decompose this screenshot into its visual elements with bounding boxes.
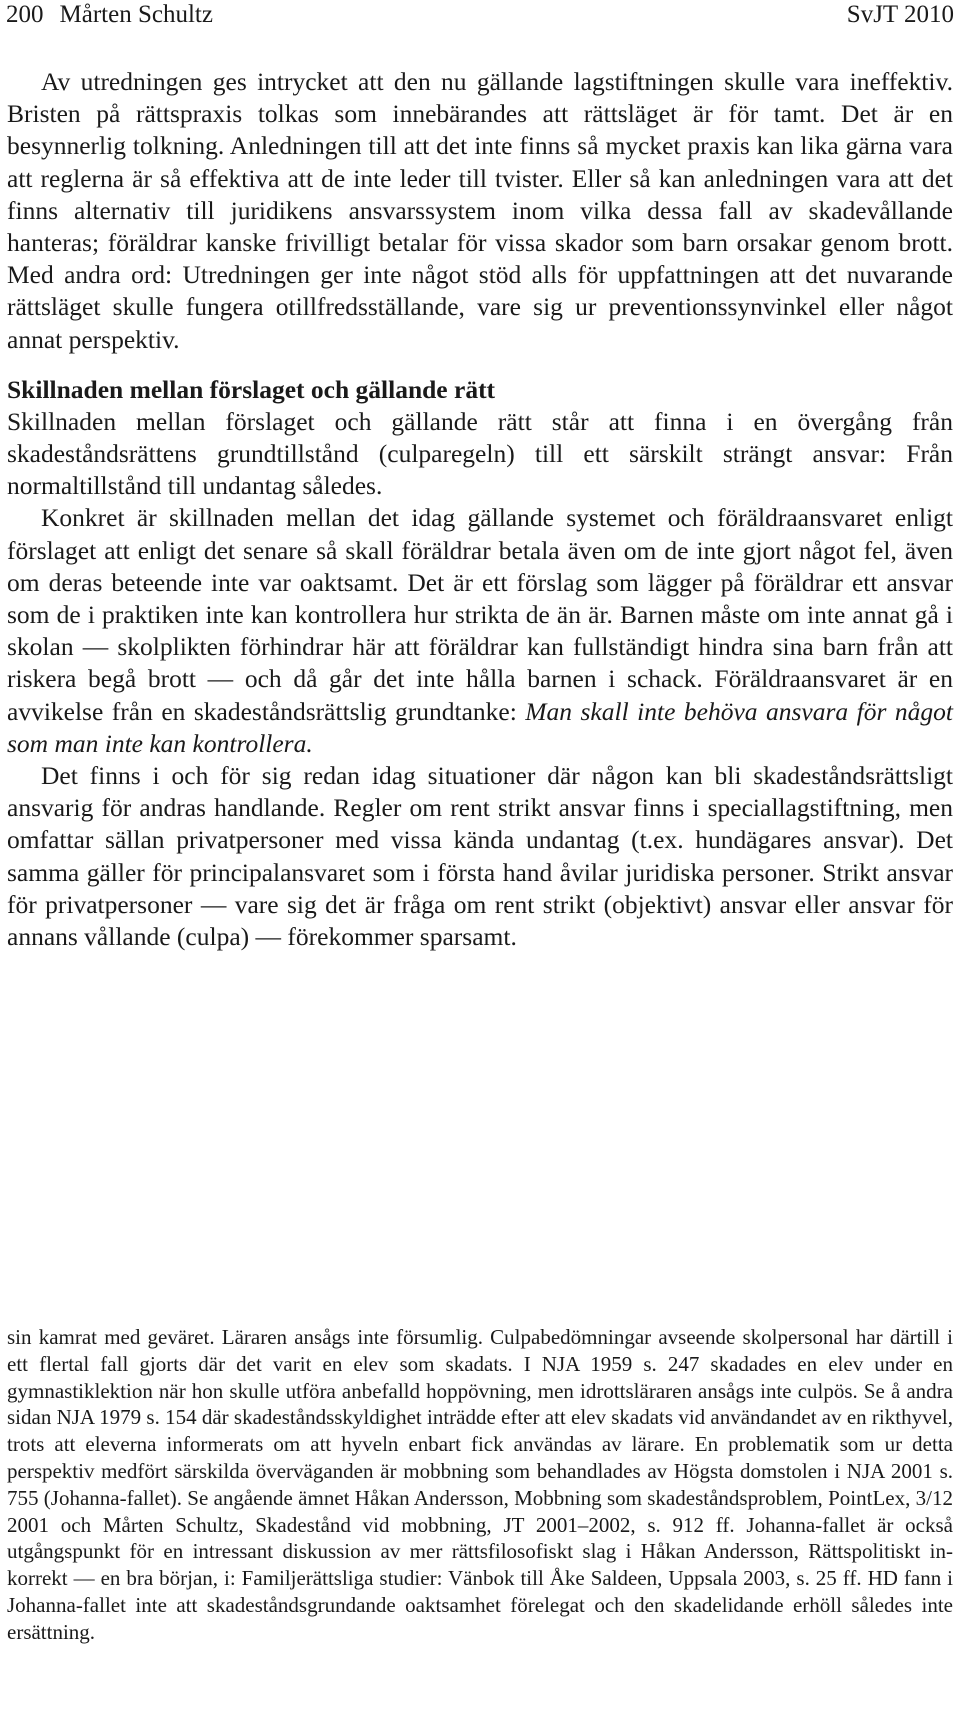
section-heading: Skillnaden mellan förslaget och gällande rätt [7,374,496,404]
journal-name: SvJT 2010 [846,1,954,28]
author-name: Mårten Schultz [59,1,213,28]
paragraph-3-italic: Man skall inte behöva ansvara för något som man inte kan kontrollera. [7,696,953,758]
page-number: 200 [6,1,44,28]
paragraph-3-text: Konkret är skillnaden mellan det idag gällande systemet och föräldraansvaret enligt förslaget att enligt det senare så skall föräldrar betala även om de inte gjort något fel, även om deras beteende inte var oaktsamt. Det är ett förslag som lägger på föräldrar ett ansvar som de i praktiken inte kan kontrollera hur strikta de än är. Barnen måste om inte annat gå i skolan — skolplikten förhindrar här att föräldrar kan fullständigt hindra sina barn från att riskera begå brott — och då går det inte hålla barnen i schack. Föräldraansvaret är en avvikelse från en skadeståndsrättslig grundtanke: [7,503,953,726]
paragraph-1: Av utredningen ges intrycket att den nu gällande lagstiftningen skulle vara ineffektiv. Bristen på rättspraxis tolkas som innebärandes att rättsläget är för tamt. Det är en besynnerlig tolkning. Anledningen till att det inte finns så mycket praxis kan lika gärna vara att reglerna är så effektiva att de inte leder till tvister. Eller så kan anledningen vara att det finns alternativ till juridikens ansvarssystem inom vilka dessa fall av skadevållande hanteras; föräldrar kanske frivilligt betalar för vissa skador som barn orsakar genom brott. Med andra ord: Utredningen ger inte något stöd alls för uppfattningen att det nuvarande rättsläget skulle fungera otillfredsställande, vare sig ur preventionssynvinkel eller något annat perspektiv. [7,67,953,354]
paragraph-2: Skillnaden mellan förslaget och gällande rätt står att finna i en övergång från skadeståndsrättens grundtillstånd (culparegeln) till ett särskilt strängt ansvar: Från normaltillstånd till undantag således. [7,406,953,501]
header-left [6,0,213,30]
paragraph-3 [7,502,953,760]
paragraph-4: Det finns i och för sig redan idag situationer där någon kan bli skadeståndsrättsligt ansvarig för andras handlande. Regler om rent strikt ansvar finns i speciallagstiftning, men omfattar sällan privatpersoner med vissa kända undantag (t.ex. hundägares ansvar). Det samma gäller för principalansvaret som i första hand åvilar juridiska personer. Strikt ansvar för privatpersoner — vare sig det är fråga om rent strikt (objektivt) ansvar eller ansvar för annans vållande (culpa) — förekommer sparsamt. [7,761,953,952]
footnote [7,1324,953,1646]
running-header [6,0,954,30]
main-text [7,66,953,953]
footnote-text: sin kamrat med geväret. Läraren ansågs inte försumlig. Culpabedömningar avseende skolpersonal har därtill i ett flertal fall gjorts där det varit en elev som skadats. I NJA 1959 s. 247 skadades en elev under en gymnastiklektion när hon skulle utföra anbefalld hoppövning, men idrottsläraren ansågs inte culpös. Se å andra sidan NJA 1979 s. 154 där skadeståndsskyldighet inträdde efter att elev skadats vid användandet av en rikthyvel, trots att eleverna informerats om att hyveln enbart fick användas av lärare. En problematik som ur detta perspektiv medfört särskilda överväganden är mobbning som behandlades av Högsta domstolen i NJA 2001 s. 755 (Johanna-fallet). Se angående ämnet Håkan Andersson, Mobbning som skadeståndsproblem, PointLex, 3/12 2001 och Mårten Schultz, Skadestånd vid mobbning, JT 2001–2002, s. 912 ff. Johanna-fallet är också utgångspunkt för en intressant diskussion av mer rättsfilosofiskt slag i Håkan Andersson, Rättspolitiskt inkorrekt — en bra början, i: Familjerättsliga studier: Vänbok till Åke Saldeen, Uppsala 2003, s. 25 ff. HD fann i Johanna-fallet inte att skadeståndsgrundande oaktsamhet förelegat och den skadelidande erhöll således inte ersättning. [7,1325,953,1644]
